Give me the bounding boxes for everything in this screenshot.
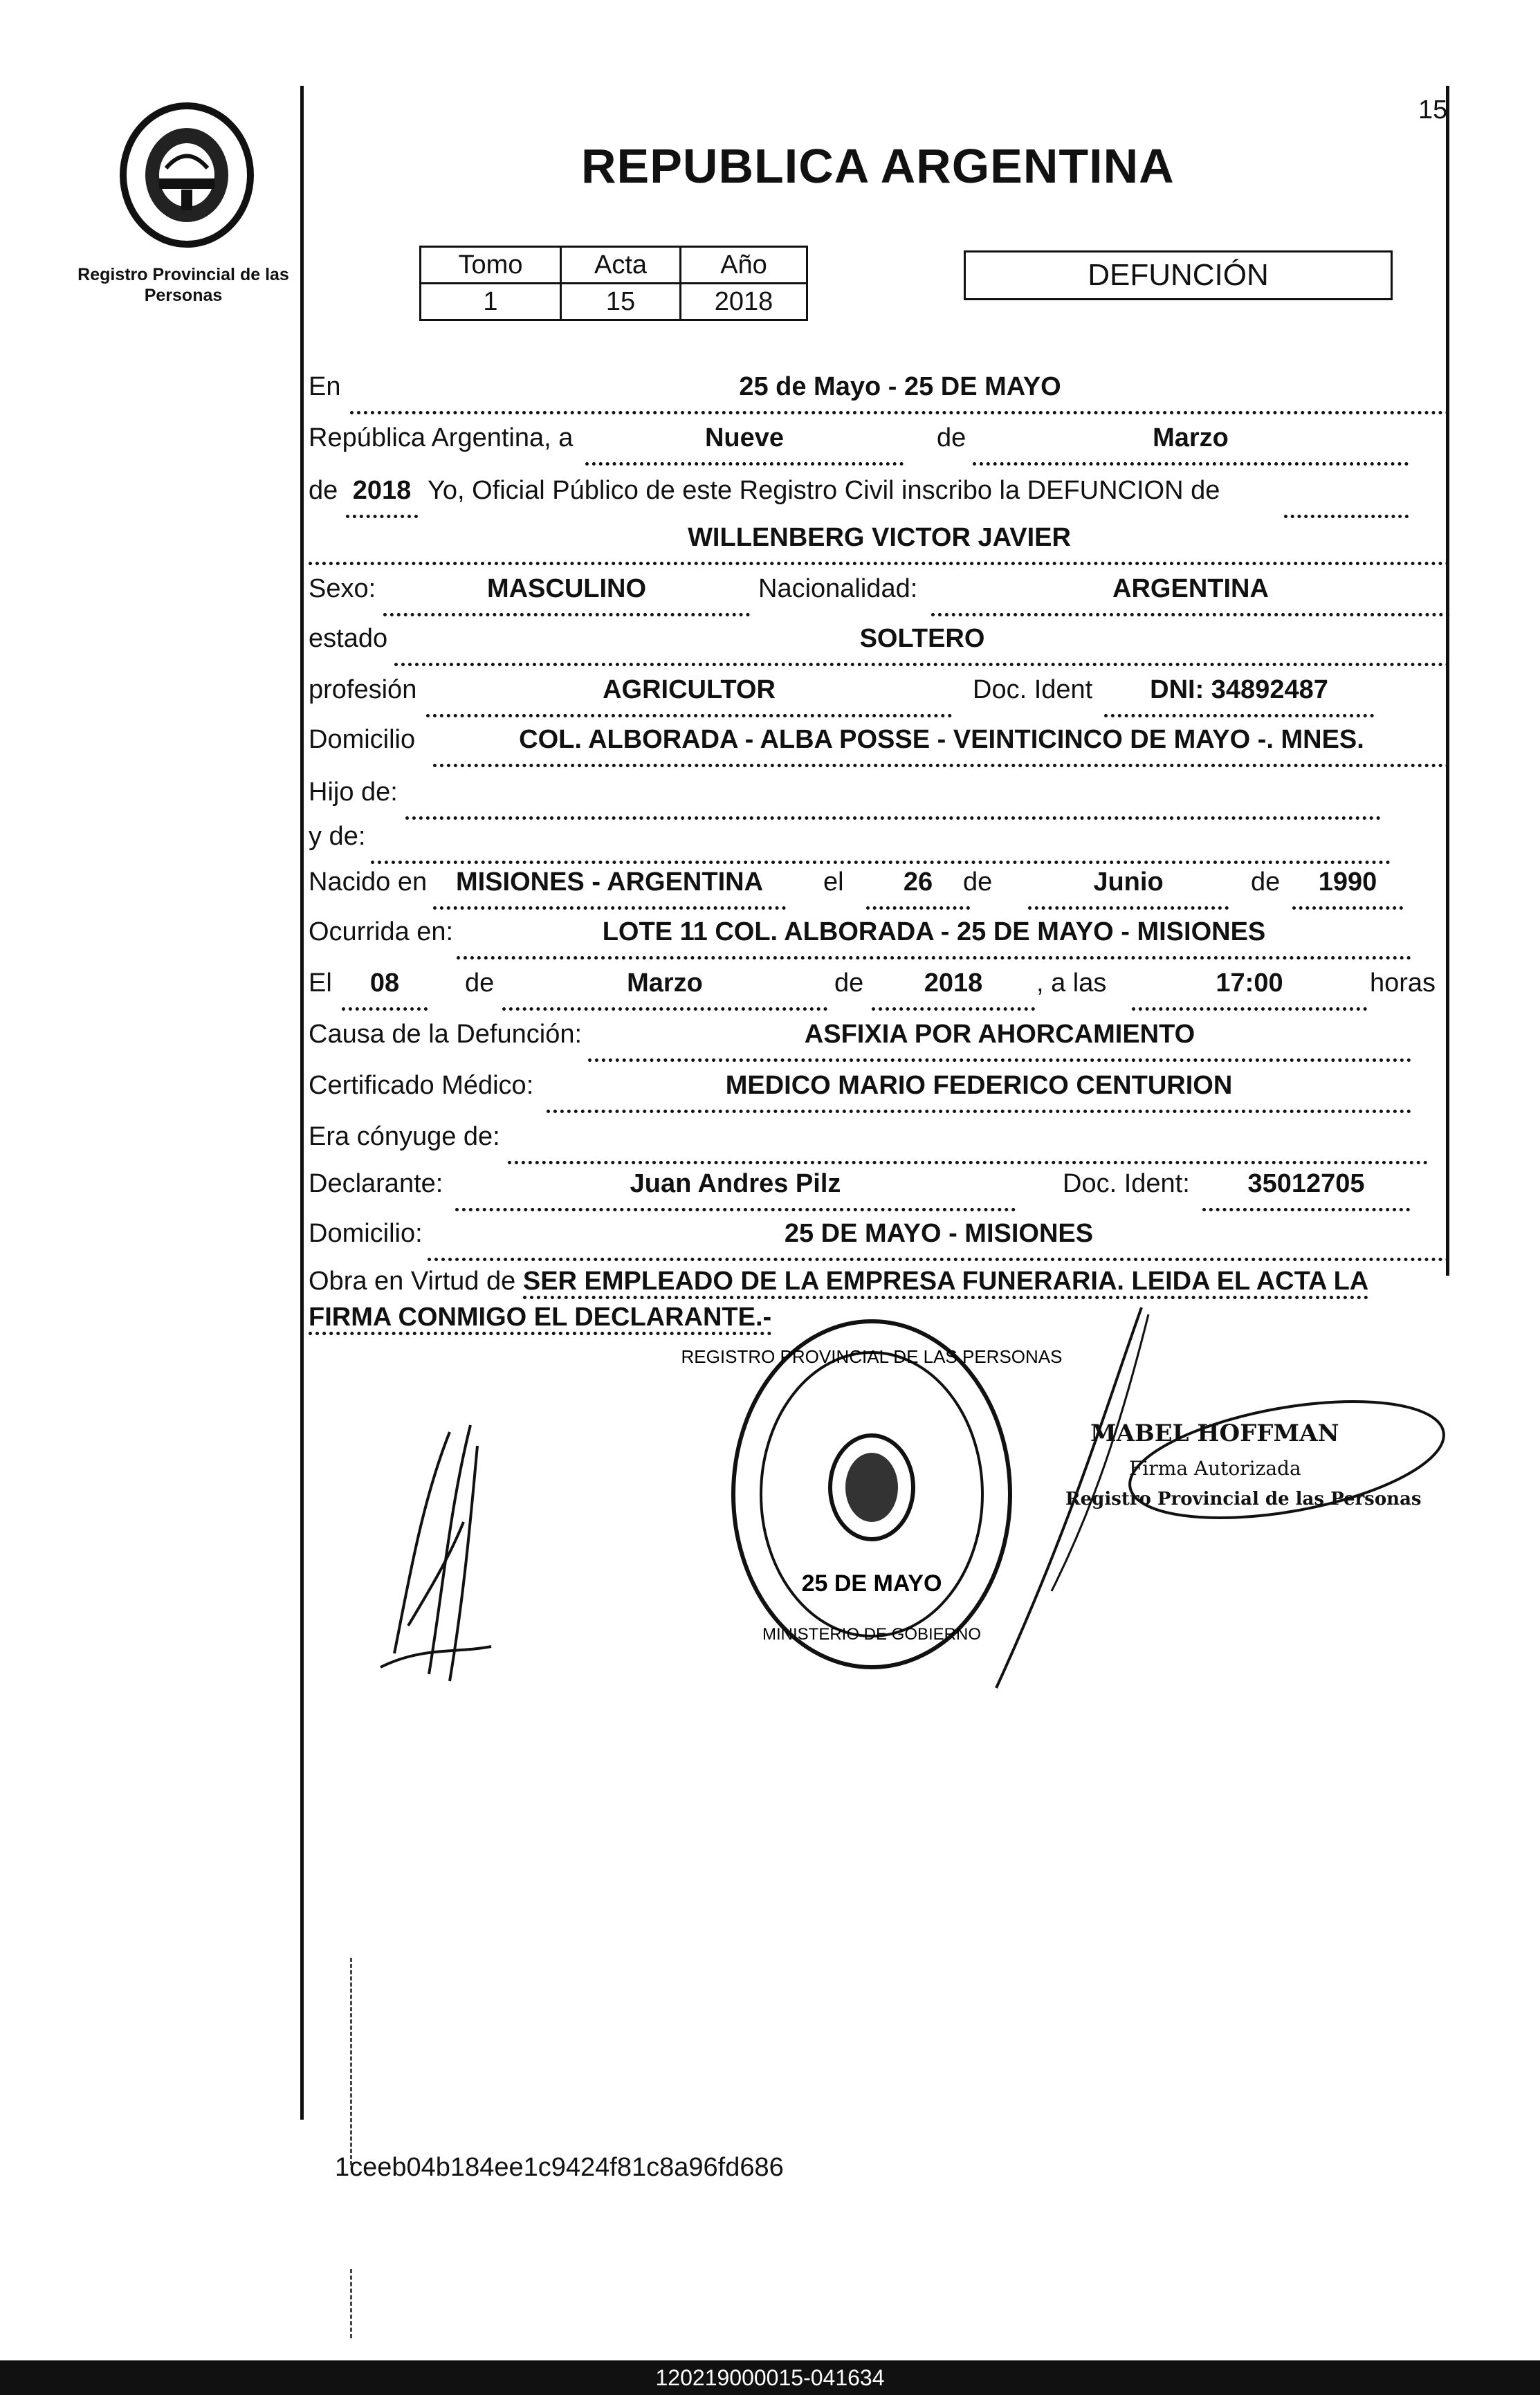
field-certificado: MEDICO MARIO FEDERICO CENTURION [547,1071,1411,1113]
page-number: 15 [1418,95,1448,125]
field-declarante-doc: 35012705 [1202,1169,1410,1211]
record-table [419,246,808,321]
row-certificado [309,1071,1450,1112]
field-ocurrida: LOTE 11 COL. ALBORADA - 25 DE MAYO - MISIONES [457,917,1411,960]
label-de-2: de [309,476,338,505]
record-header-anio: Año [681,247,807,284]
field-conyuge [508,1122,1428,1164]
field-nacido-mes: Junio [1028,868,1229,910]
field-mes: Marzo [973,423,1409,466]
row-profesion [309,675,1450,717]
field-nacionalidad: ARGENTINA [931,574,1450,616]
margin-dots [350,1958,356,2165]
left-margin-rule [300,86,304,2120]
row-domicilio-declarante [309,1219,1450,1260]
label-de-3: de [963,868,993,897]
label-estado: estado [309,624,388,653]
field-nacido-dia: 26 [866,868,970,910]
row-inscribo [309,476,1450,517]
official-office: Registro Provincial de las Personas [1065,1489,1422,1510]
field-declarante-domicilio: 25 DE MAYO - MISIONES [428,1219,1450,1261]
field-doc: DNI: 34892487 [1104,675,1374,717]
row-en [309,372,1450,414]
row-republica [309,423,1450,465]
row-nombre [309,523,1450,565]
declarant-signature [367,1418,512,1695]
field-fallec-mes: Marzo [502,969,827,1011]
record-header-acta: Acta [561,247,681,284]
label-nacido-en: Nacido en [309,868,428,897]
label-certificado: Certificado Médico: [309,1071,534,1100]
label-en: En [309,372,341,401]
label-de-4: de [1251,868,1281,897]
label-y-de: y de: [309,822,366,851]
label-conyuge: Era cónyuge de: [309,1122,500,1151]
label-doc-ident-declarante: Doc. Ident: [1063,1169,1190,1198]
field-hora: 17:00 [1132,969,1367,1011]
field-fallec-dia: 08 [342,969,428,1011]
label-domicilio-declarante: Domicilio: [309,1219,423,1248]
label-profesion: profesión [309,675,417,704]
label-declarante: Declarante: [309,1169,443,1198]
label-inscribo: Yo, Oficial Público de este Registro Civil inscribo la DEFUNCION de [428,476,1220,505]
field-sexo: MASCULINO [383,574,750,616]
field-nacido-lugar: MISIONES - ARGENTINA [433,868,786,910]
field-obra: SER EMPLEADO DE LA EMPRESA FUNERARIA. LEIDA EL ACTA LA FIRMA CONMIGO EL DECLARANTE.- [309,1267,1368,1335]
field-dia-letras: Nueve [585,423,904,466]
official-stamp [681,1314,1063,1674]
label-ocurrida-en: Ocurrida en: [309,917,454,946]
official-name: MABEL HOFFMAN [1090,1420,1339,1447]
document-hash: 1ceeb04b184ee1c9424f81c8a96fd686 [335,2153,784,2182]
stamp-ring-text: REGISTRO PROVINCIAL DE LAS PERSONAS [681,1346,1063,1367]
label-de-1: de [937,423,966,452]
field-profesion: AGRICULTOR [426,675,952,717]
row-declarante [309,1169,1450,1211]
field-lugar: 25 de Mayo - 25 DE MAYO [350,372,1450,414]
field-nombre: WILLENBERG VICTOR JAVIER [309,523,1450,565]
field-nacido-anio: 1990 [1292,868,1403,910]
label-hijo-de: Hijo de: [309,778,398,807]
label-obra: Obra en Virtud de [309,1267,516,1296]
row-ocurrida [309,917,1450,959]
label-el: el [823,868,844,897]
margin-dots-bottom [350,2269,356,2338]
field-domicilio: COL. ALBORADA - ALBA POSSE - VEINTICINCO DE MAYO -. MNES. [433,725,1450,767]
row-y-de [309,822,1450,863]
record-value-tomo: 1 [421,284,561,320]
row-estado [309,624,1450,666]
label-doc-ident: Doc. Ident [973,675,1093,704]
row-fecha [309,969,1450,1010]
footer-code: 120219000015-041634 [0,2360,1540,2395]
official-role: Firma Autorizada [1129,1457,1301,1480]
province-seal [118,102,256,248]
label-republica: República Argentina, a [309,423,574,452]
label-horas: horas [1370,969,1436,998]
record-value-acta: 15 [561,284,681,320]
record-header-tomo: Tomo [421,247,561,284]
field-inscribo-blank [1284,476,1409,518]
label-causa: Causa de la Defunción: [309,1020,583,1049]
label-el-cap: El [309,969,332,998]
row-domicilio [309,725,1450,767]
row-conyuge [309,1122,1450,1164]
page-title: REPUBLICA ARGENTINA [581,139,1175,193]
label-domicilio: Domicilio [309,725,416,754]
row-sexo [309,574,1450,616]
row-hijo-de [309,778,1450,819]
stamp-ministry: MINISTERIO DE GOBIERNO [762,1625,982,1644]
record-value-anio: 2018 [681,284,807,320]
label-a-las: , a las [1036,969,1107,998]
row-nacido [309,868,1450,909]
stamp-city: 25 DE MAYO [801,1570,942,1597]
field-estado: SOLTERO [394,624,1450,666]
label-de-5: de [465,969,495,998]
field-declarante: Juan Andres Pilz [455,1169,1016,1211]
field-y-de [371,822,1391,864]
field-hijo-de [405,778,1381,820]
row-causa [309,1020,1450,1061]
field-causa: ASFIXIA POR AHORCAMIENTO [588,1020,1411,1062]
registry-label: Registro Provincial de las Personas [77,265,289,305]
label-nacionalidad: Nacionalidad: [758,574,918,603]
label-de-6: de [834,969,864,998]
field-anio: 2018 [346,476,418,518]
label-sexo: Sexo: [309,574,376,603]
field-fallec-anio: 2018 [872,969,1035,1011]
document-type-box: DEFUNCIÓN [964,250,1393,300]
